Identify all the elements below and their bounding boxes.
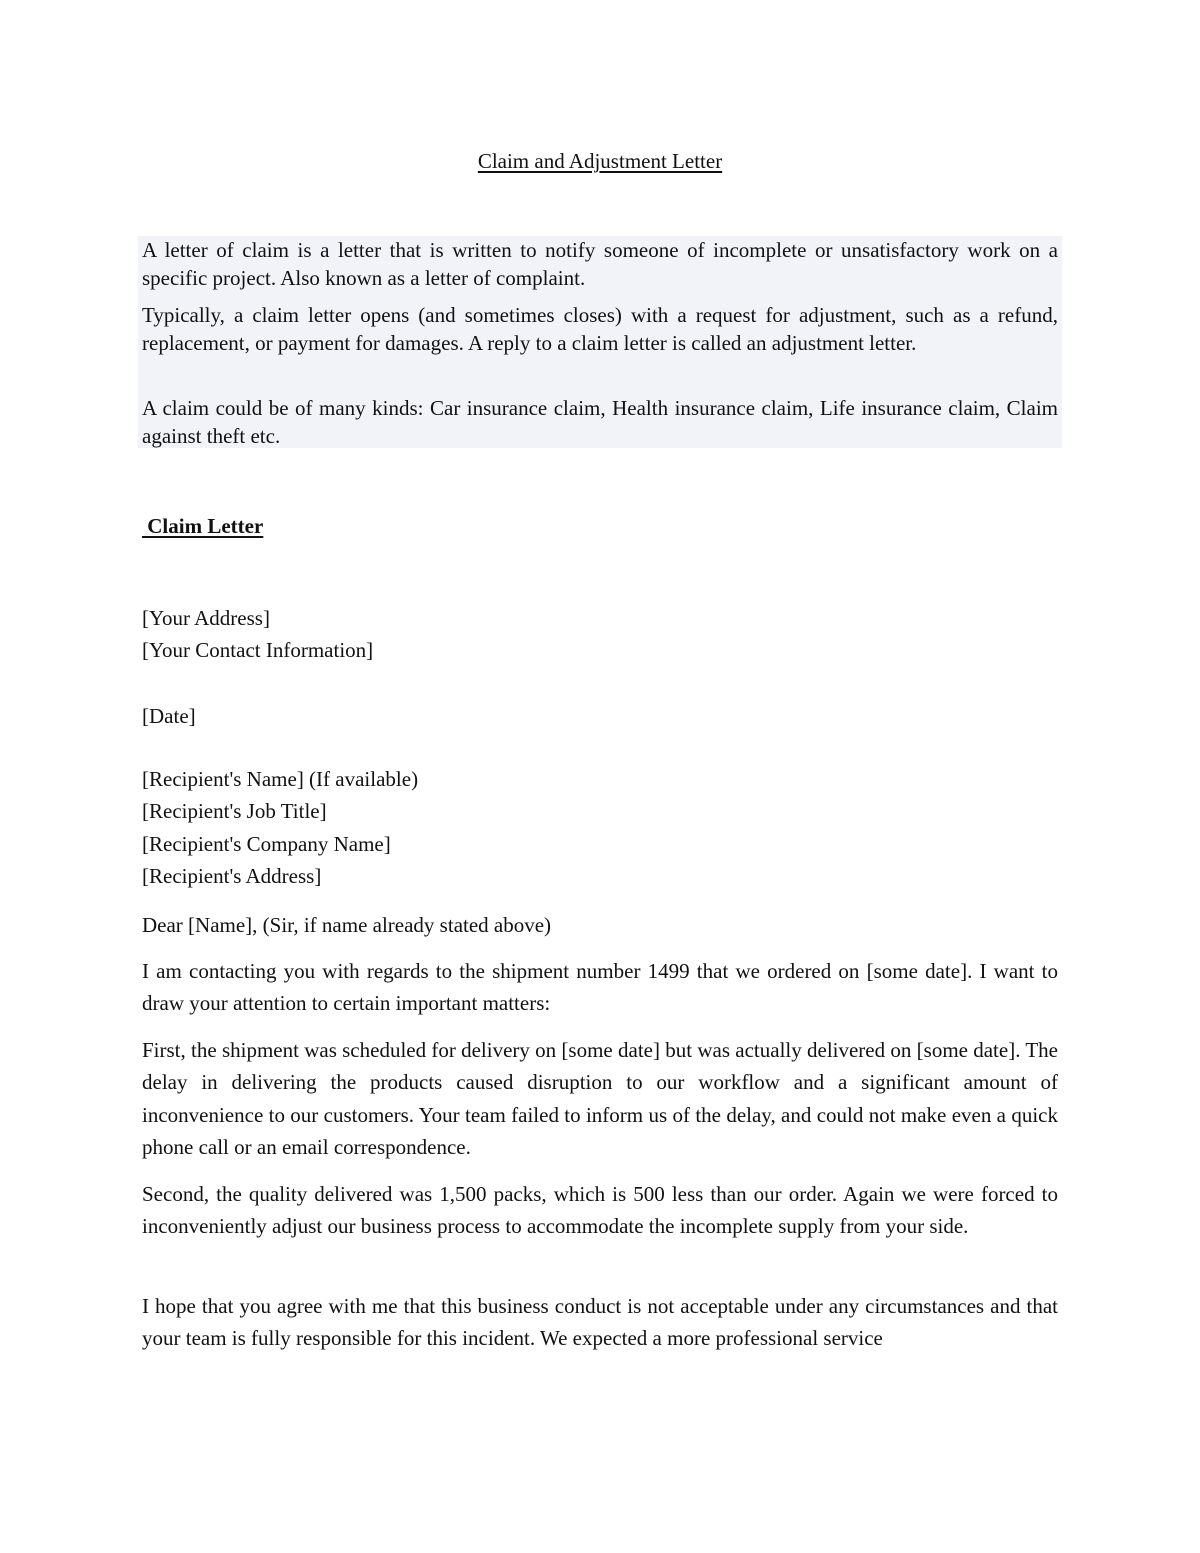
sender-address: [Your Address] (142, 606, 270, 630)
document-title (0, 146, 1200, 176)
body-paragraph-1: I am contacting you with regards to the shipment number 1499 that we ordered on [some date]. I want to draw your attention to certain important matters: (142, 959, 1058, 1016)
intro-paragraph-1: A letter of claim is a letter that is written to notify someone of incomplete or unsatisfactory work on a specific project. Also known as a letter of complaint. (142, 238, 1058, 290)
letter-date: [Date] (142, 704, 196, 728)
salutation: Dear [Name], (Sir, if name already stated above) (142, 913, 552, 937)
recipient-address: [Recipient's Address] (142, 864, 322, 888)
body-paragraph-2: First, the shipment was scheduled for delivery on [some date] but was actually delivered on [some date]. The delay in delivering the products caused disruption to our workflow and a significant amount of inconvenience to our customers. Your team failed to inform us of the delay, and could not make even a quick phone call or an email correspondence. (142, 1038, 1058, 1160)
section-heading-claim-letter: Claim Letter (142, 514, 264, 538)
body-paragraph-4: I hope that you agree with me that this business conduct is not acceptable under any circumstances and that your team is fully responsible for this incident. We expected a more professional service (142, 1294, 1058, 1351)
body-paragraph-3: Second, the quality delivered was 1,500 packs, which is 500 less than our order. Again we were forced to inconveniently adjust our business process to accommodate the incomplete supply from your side. (142, 1182, 1058, 1239)
recipient-job-title: [Recipient's Job Title] (142, 799, 327, 823)
recipient-name: [Recipient's Name] (If available) (142, 767, 419, 791)
intro-paragraph-3: A claim could be of many kinds: Car insurance claim, Health insurance claim, Life insurance claim, Claim against theft etc. (142, 396, 1058, 448)
recipient-company: [Recipient's Company Name] (142, 832, 391, 856)
document-title-text: Claim and Adjustment Letter (477, 149, 723, 173)
sender-contact: [Your Contact Information] (142, 638, 374, 662)
intro-paragraph-2: Typically, a claim letter opens (and sometimes closes) with a request for adjustment, such as a refund, replacement, or payment for damages. A reply to a claim letter is called an adjustment letter. (142, 303, 1058, 355)
